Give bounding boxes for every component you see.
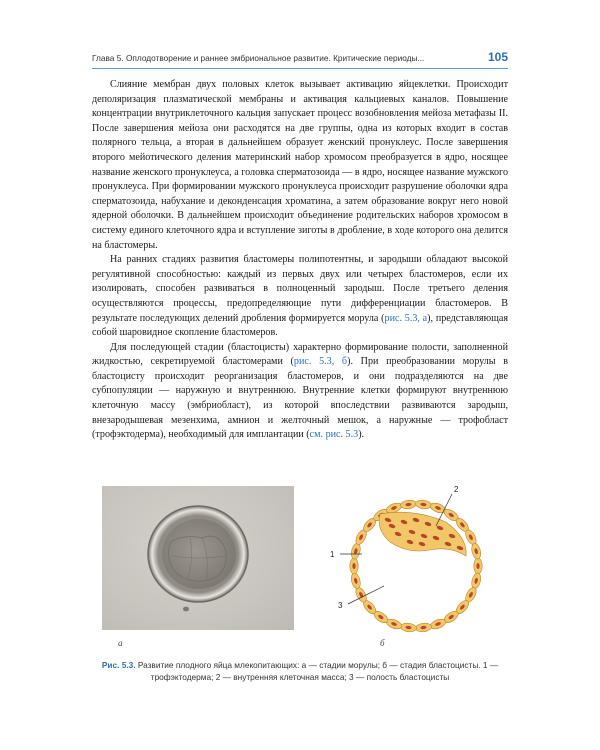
morula-photo — [102, 486, 294, 630]
figure-sublabel-b: б — [380, 638, 385, 648]
paragraph-1-text: Слияние мембран двух половых клеток вызывает активацию яйцеклетки. Происходит деполяризация плазматической мембраны и активация кальциевых каналов. Повышение концентрации внутриклеточного кальция запускает процесс возобновления мейоза метафазы II. После завершения мейоза они расходятся на две группы, одна из которых входит в состав полярного тельца, а вторая в дальнейшем образует женский пронуклеус. После завершения второго мейотического деления материнский набор хромосом преобразуется в ядро, носящее название женского пронуклеуса, а головка сперматозоида — в ядро, носящее название мужского пронуклеуса. При формировании мужского пронуклеуса происходит разрушение оболочки ядра сперматозоида, набухание и деконденсация хроматина, а затем образование вокруг него новой ядерной оболочки. В дальнейшем происходит объединение родительских наборов хромосом в систему единого клеточного ядра и вступление зиготы в дробление, в ходе которого она делится на бластомеры. — [92, 79, 508, 251]
cell-nucleus — [476, 563, 479, 569]
figure-link[interactable]: рис. 5.3, а — [384, 312, 428, 324]
page-header — [92, 50, 508, 69]
figure-caption-text: Развитие плодного яйца млекопитающих: а — стадии морулы; б — стадия бластоцисты. 1 — трофэктодерма; 2 — внутренняя клеточная масса; 3 — полость бластоцисты — [135, 660, 499, 682]
chapter-title: Глава 5. Оплодотворение и раннее эмбриональное развитие. Критические периоды... — [92, 53, 425, 63]
paragraph-2 — [92, 253, 508, 341]
body-text — [92, 78, 508, 443]
paragraph-3-middle: ). При преобразовании морулы в бластоцисту происходит реорганизация бластомеров, и они подразделяются на две субпопуляции — наружную и внутреннюю. Внутренние клетки формируют внутреннюю клеточную массу (эмбриобласт), из которой впоследствии развиваются зародыш, внезародышевая мезенхима, амнион и желточный мешок, а наружные — трофобласт (трофэктодерма), необходимый для имплантации ( — [92, 356, 509, 441]
paragraph-3-before: Для последующей стадии (бластоцисты) характерно формирование полости, заполненной жидкостью, секретируемой бластомерами ( — [92, 341, 508, 368]
page-number: 105 — [487, 50, 508, 64]
blastocyst-diagram — [318, 480, 498, 640]
cell-nucleus — [352, 563, 355, 569]
paragraph-2-after: ), представляющая собой шаровидное скопление бластомеров. — [92, 312, 509, 339]
figure-link[interactable]: см. рис. 5.3 — [309, 429, 359, 441]
paragraph-2-before: На ранних стадиях развития бластомеры полипотентны, и зародыши обладают высокой регулятивной способностью: каждый из первых двух или четырех бластомеров, если их изолировать, способен развиваться в полноценный зародыш. После третьего деления осуществляются процессы, предопределяющие пути дифференциации бластомеров. В результате последующих делений дробления формируется морула ( — [92, 254, 508, 324]
morula-cells — [162, 519, 236, 589]
label-1: 1 — [330, 550, 335, 559]
paragraph-3 — [92, 341, 508, 443]
paragraph-3-after: ). — [358, 429, 365, 441]
morula-photo-image — [102, 486, 294, 630]
label-2: 2 — [454, 485, 459, 494]
blastocyst-svg — [318, 480, 498, 640]
figure-link[interactable]: рис. 5.3, б — [293, 356, 348, 368]
figure-caption — [90, 659, 510, 683]
figure-caption-label: Рис. 5.3. — [101, 660, 136, 670]
label-3: 3 — [338, 601, 343, 610]
polar-body — [183, 607, 189, 612]
paragraph-1 — [92, 78, 508, 253]
figure-sublabel-a: а — [118, 638, 123, 648]
